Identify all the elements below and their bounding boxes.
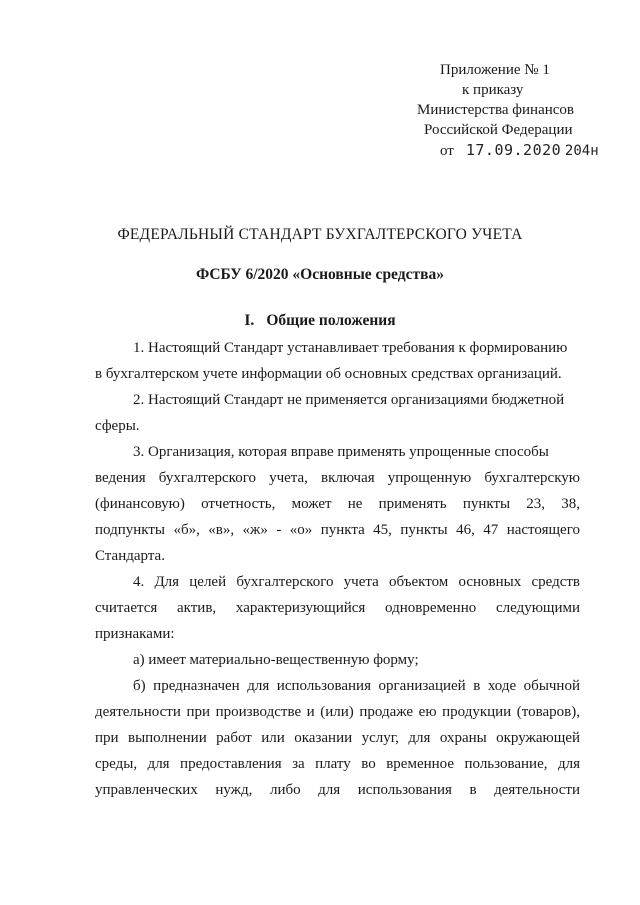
order-number: 204н	[564, 143, 599, 159]
section-number: I.	[244, 312, 255, 329]
document-subtitle: ФСБУ 6/2020 «Основные средства»	[196, 266, 444, 283]
text-line: а) имеет материально-вещественную форму;	[133, 652, 419, 668]
text-line: 2. Настоящий Стандарт не применяется организациями бюджетной	[133, 392, 565, 408]
text-line: считается актив, характеризующийся одновременно следующими	[95, 600, 580, 616]
text-line: 3. Организация, которая вправе применять упрощенные способы	[133, 444, 549, 460]
attachment-label: Приложение № 1	[440, 62, 550, 78]
section-heading	[0, 312, 640, 330]
text-line: деятельности при производстве и (или) продаже ею продукции (товаров),	[95, 704, 580, 720]
attachment-date-line	[412, 140, 612, 161]
attachment-block	[412, 60, 612, 161]
text-line: в бухгалтерском учете информации об основных средствах организаций.	[95, 366, 562, 382]
date-prefix: от	[440, 143, 454, 159]
text-line: (финансовую) отчетность, может не применять пункты 23, 38,	[95, 496, 580, 512]
text-line: среды, для предоставления за плату во временное пользование, для	[95, 756, 580, 772]
body-text	[95, 335, 580, 803]
text-line: признаками:	[95, 626, 175, 642]
text-line: при выполнении работ или оказании услуг, для охраны окружающей	[95, 730, 580, 746]
attachment-country: Российской Федерации	[424, 122, 573, 138]
text-line: б) предназначен для использования организацией в ходе обычной	[133, 678, 580, 694]
attachment-ministry: Министерства финансов	[417, 102, 574, 118]
attachment-order-ref: к приказу	[462, 82, 524, 98]
section-title: Общие положения	[266, 312, 396, 329]
text-line: 4. Для целей бухгалтерского учета объектом основных средств	[133, 574, 580, 590]
text-line: ведения бухгалтерского учета, включая упрощенную бухгалтерскую	[95, 470, 580, 486]
text-line: управленческих нужд, либо для использования в деятельности	[95, 782, 580, 798]
text-line: Стандарта.	[95, 548, 165, 564]
text-line: сферы.	[95, 418, 140, 434]
document-title: ФЕДЕРАЛЬНЫЙ СТАНДАРТ БУХГАЛТЕРСКОГО УЧЕТА	[117, 226, 523, 243]
text-line: 1. Настоящий Стандарт устанавливает требования к формированию	[133, 340, 568, 356]
text-line: подпункты «б», «в», «ж» - «о» пункта 45, пункты 46, 47 настоящего	[95, 522, 580, 538]
order-date: 17.09.2020	[465, 141, 562, 159]
